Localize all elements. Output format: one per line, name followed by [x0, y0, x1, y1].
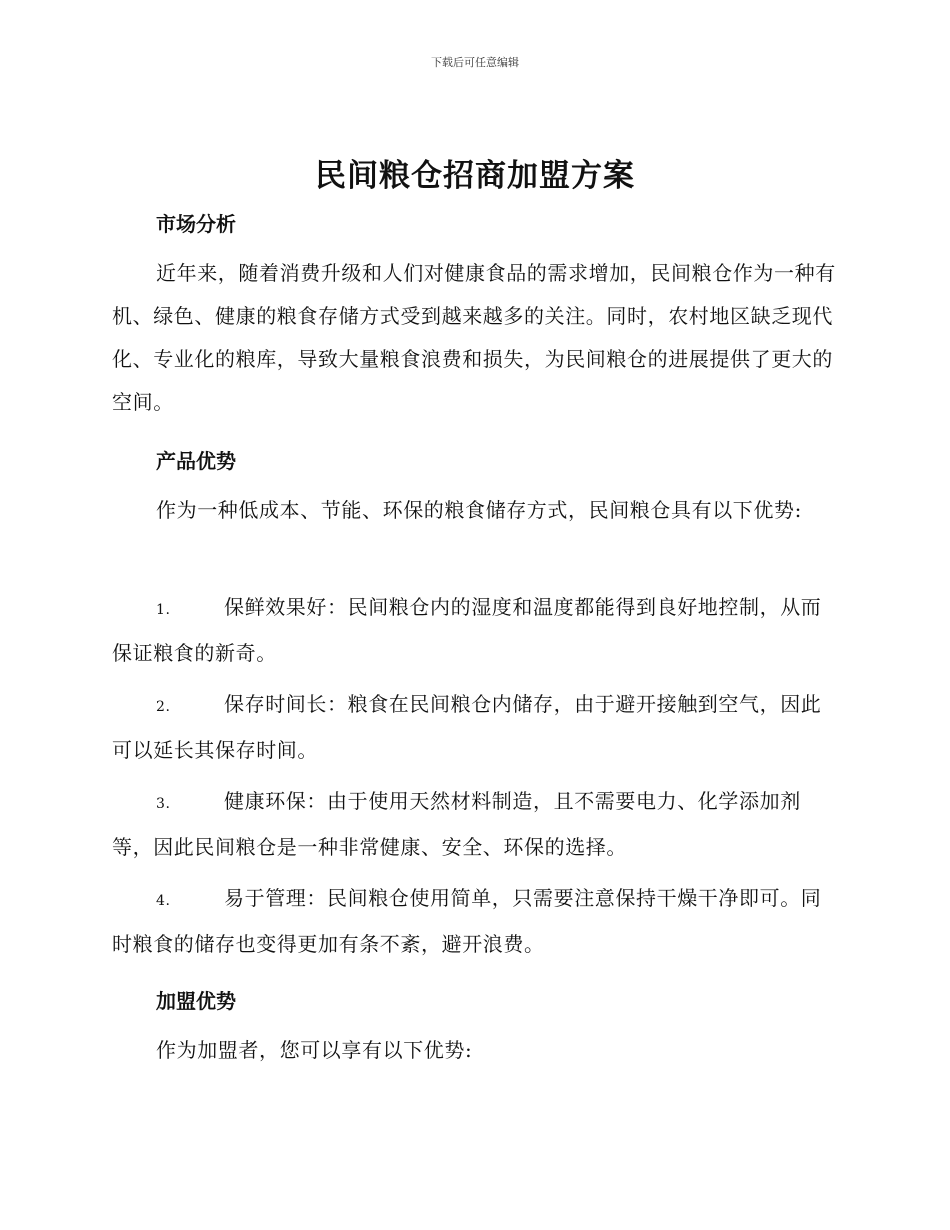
list-item-text: 保存时间长：粮食在民间粮仓内储存，由于避开接触到空气，因此可以延长其保存时间。: [112, 692, 822, 762]
list-item: [112, 877, 837, 966]
list-item-number: 2.: [156, 699, 171, 715]
list-item-number: 3.: [156, 796, 171, 812]
list-item: [112, 780, 837, 869]
list-item-text: 易于管理：民间粮仓使用简单，只需要注意保持干燥干净即可。同时粮食的储存也变得更加有条不紊，避开浪费。: [112, 886, 822, 956]
list-item-text: 健康环保：由于使用天然材料制造，且不需要电力、化学添加剂等，因此民间粮仓是一种非常健康、安全、环保的选择。: [112, 789, 801, 859]
section-heading-franchise: 加盟优势: [156, 989, 236, 1013]
header-note: 下载后可任意编辑: [431, 56, 519, 69]
list-item: [112, 683, 837, 772]
list-item-text: 保鲜效果好：民间粮仓内的湿度和温度都能得到良好地控制，从而保证粮食的新奇。: [112, 595, 822, 665]
paragraph-market-analysis: 近年来，随着消费升级和人们对健康食品的需求增加，民间粮仓作为一种有机、绿色、健康的粮食存储方式受到越来越多的关注。同时，农村地区缺乏现代化、专业化的粮库，导致大量粮食浪费和损失，为民间粮仓的进展提供了更大的空间。: [112, 261, 836, 414]
list-item-number: 1.: [156, 602, 171, 618]
paragraph-franchise-intro: 作为加盟者，您可以享有以下优势:: [156, 1038, 473, 1062]
paragraph-product-intro: 作为一种低成本、节能、环保的粮食储存方式，民间粮仓具有以下优势:: [156, 498, 802, 522]
list-item: [112, 586, 837, 675]
section-heading-product: 产品优势: [156, 449, 236, 473]
document-title: 民间粮仓招商加盟方案: [315, 158, 635, 194]
section-heading-market: 市场分析: [156, 212, 236, 236]
list-item-number: 4.: [156, 893, 171, 909]
